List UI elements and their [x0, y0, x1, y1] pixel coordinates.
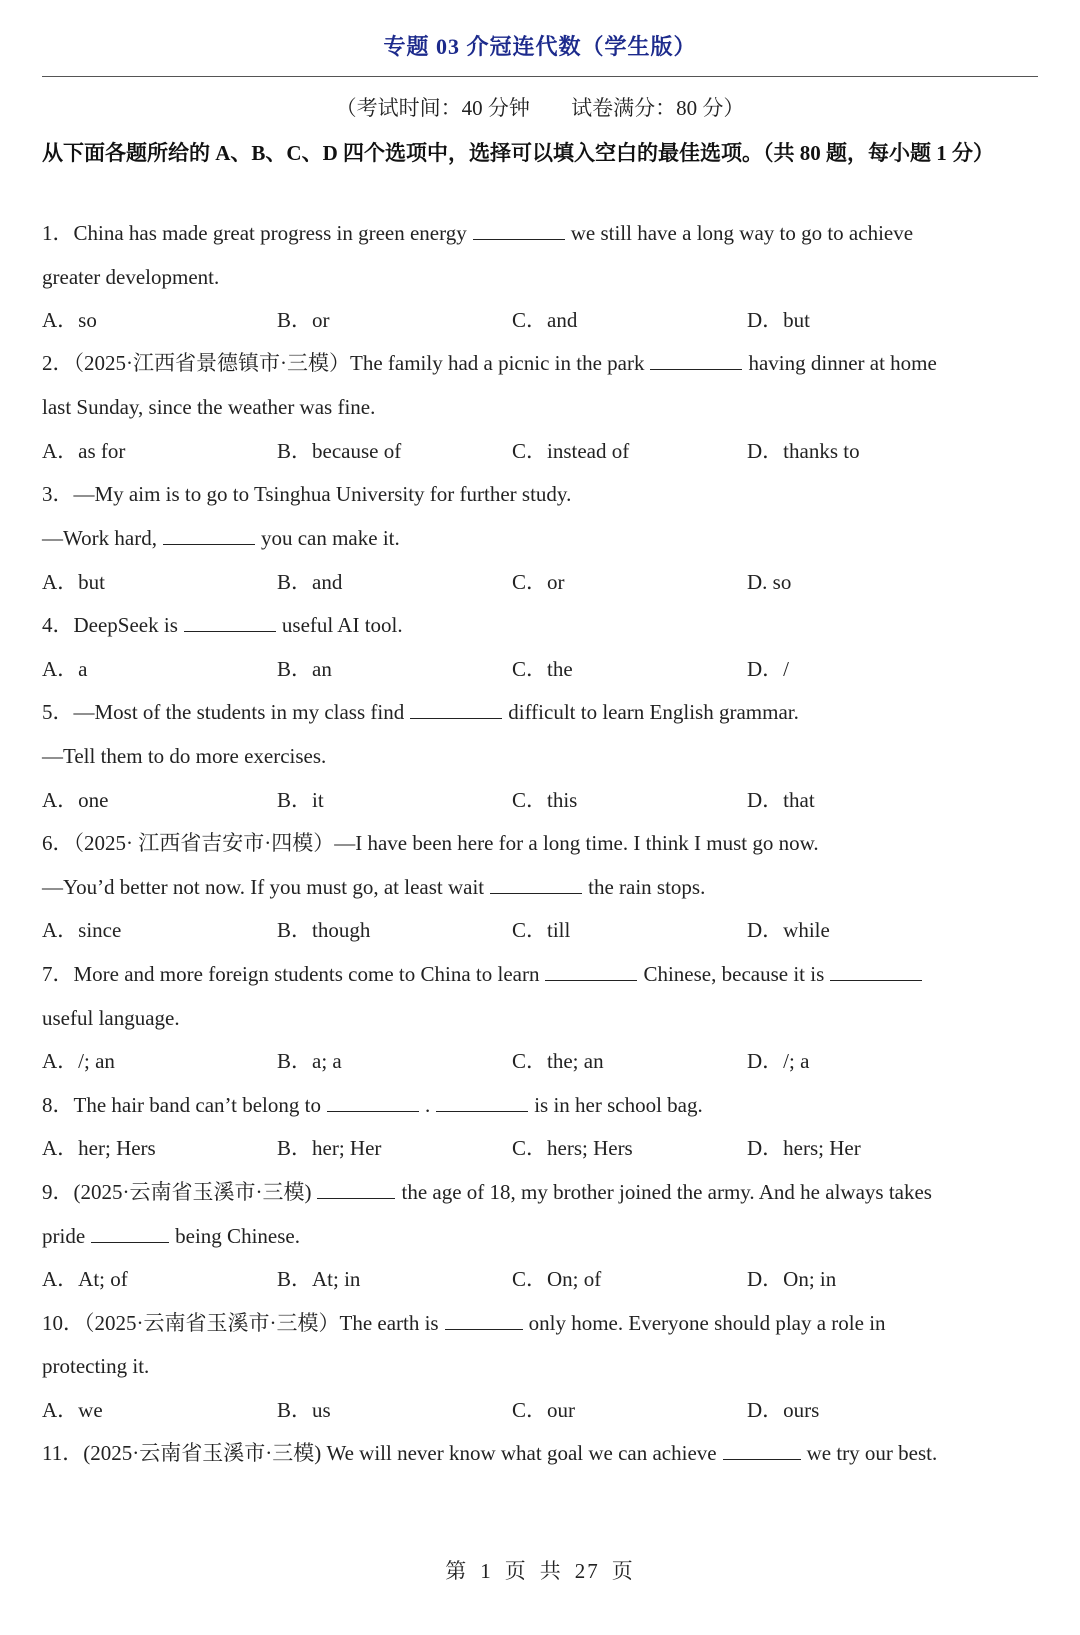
question-text: —Tell them to do more exercises.	[42, 744, 327, 768]
option-a: A．At; of	[42, 1267, 128, 1291]
option-a: A．/; an	[42, 1049, 115, 1073]
question-text: —You’d better not now. If you must go, at least wait	[42, 875, 485, 899]
question-8-options	[42, 1128, 1042, 1168]
question-3	[42, 474, 1042, 514]
answer-blank	[91, 1222, 169, 1243]
option-d: D．hers; Her	[747, 1136, 861, 1160]
question-text: pride	[42, 1224, 86, 1248]
question-text: .	[424, 1093, 431, 1117]
option-d: D．/	[747, 657, 789, 681]
question-2-options	[42, 431, 1042, 471]
question-3-options	[42, 562, 1042, 602]
option-b: B．and	[277, 570, 343, 594]
option-c: C．the	[512, 657, 573, 681]
option-b: B．us	[277, 1398, 331, 1422]
page-number: 1	[480, 1559, 493, 1583]
answer-blank	[410, 698, 502, 719]
exam-info	[0, 92, 1080, 122]
question-6-cont	[42, 867, 1042, 907]
question-text: greater development.	[42, 265, 220, 289]
option-c: C．and	[512, 308, 578, 332]
option-c: C．hers; Hers	[512, 1136, 633, 1160]
question-text: 8．The hair band can’t belong to	[42, 1093, 321, 1117]
option-c: C．On; of	[512, 1267, 602, 1291]
option-b: B．though	[277, 918, 371, 942]
option-b: B．because of	[277, 439, 402, 463]
question-text: 5．—Most of the students in my class find	[42, 700, 405, 724]
question-text: 10．（2025·云南省玉溪市·三模）The earth is	[42, 1311, 439, 1335]
answer-blank	[473, 219, 565, 240]
option-b: B．or	[277, 308, 330, 332]
question-5-cont	[42, 736, 1042, 776]
question-text: the rain stops.	[588, 875, 706, 899]
question-10	[42, 1303, 1042, 1343]
option-c: C．or	[512, 570, 565, 594]
option-d: D．On; in	[747, 1267, 837, 1291]
option-b: B．it	[277, 788, 324, 812]
question-text: useful language.	[42, 1006, 180, 1030]
option-a: A．so	[42, 308, 97, 332]
question-text: Chinese, because it is	[643, 962, 825, 986]
question-text: being Chinese.	[175, 1224, 300, 1248]
option-a: A．a	[42, 657, 88, 681]
answer-blank	[490, 873, 582, 894]
answer-blank	[184, 611, 276, 632]
option-a: A．one	[42, 788, 109, 812]
question-text: we still have a long way to go to achieve	[570, 221, 914, 245]
question-text: the age of 18, my brother joined the army. And he always takes	[401, 1180, 932, 1204]
option-c: C．our	[512, 1398, 575, 1422]
question-10-cont	[42, 1346, 1042, 1386]
page-label: 第	[445, 1559, 469, 1583]
question-text: 6．（2025· 江西省吉安市·四模）—I have been here for a long time. I think I must go now.	[42, 831, 819, 855]
question-1-cont	[42, 257, 1042, 297]
total-word: 页	[611, 1559, 635, 1583]
option-d: D．thanks to	[747, 439, 860, 463]
option-c: C．till	[512, 918, 571, 942]
question-text: 9．(2025·云南省玉溪市·三模)	[42, 1180, 312, 1204]
total-pages: 27	[574, 1559, 600, 1583]
question-5-options	[42, 780, 1042, 820]
question-text: 3．—My aim is to go to Tsinghua University for further study.	[42, 482, 572, 506]
question-9-cont	[42, 1216, 1042, 1256]
option-a: A．since	[42, 918, 122, 942]
question-text: only home. Everyone should play a role in	[528, 1311, 886, 1335]
question-1-options	[42, 300, 1042, 340]
question-8	[42, 1085, 1042, 1125]
question-text: 1．China has made great progress in green energy	[42, 221, 467, 245]
question-2-cont	[42, 387, 1042, 427]
document-title: 专题 03 介冠连代数（学生版）	[383, 34, 697, 59]
option-b: B．her; Her	[277, 1136, 382, 1160]
answer-blank	[327, 1091, 419, 1112]
answer-blank	[650, 349, 742, 370]
option-c: C．instead of	[512, 439, 630, 463]
answer-blank	[436, 1091, 528, 1112]
option-a: A．her; Hers	[42, 1136, 156, 1160]
total-label: 共	[539, 1559, 563, 1583]
question-10-options	[42, 1390, 1042, 1430]
question-5	[42, 692, 1042, 732]
answer-blank	[317, 1178, 395, 1199]
question-7-cont	[42, 998, 1042, 1038]
title-divider	[42, 76, 1038, 77]
full-score: 试卷满分：80 分）	[571, 96, 745, 120]
option-d: D. so	[747, 570, 792, 594]
option-b: B．At; in	[277, 1267, 361, 1291]
question-text: difficult to learn English grammar.	[508, 700, 799, 724]
answer-blank	[723, 1439, 801, 1460]
question-text: 4．DeepSeek is	[42, 613, 178, 637]
option-a: A．as for	[42, 439, 126, 463]
instructions: 从下面各题所给的 A、B、C、D 四个选项中，选择可以填入空白的最佳选项。（共 80 题，每小题 1 分）	[42, 141, 994, 165]
question-text: 11．(2025·云南省玉溪市·三模) We will never know what goal we can achieve	[42, 1441, 717, 1465]
question-text: we try our best.	[806, 1441, 938, 1465]
option-d: D．ours	[747, 1398, 820, 1422]
question-4-options	[42, 649, 1042, 689]
question-text: having dinner at home	[748, 351, 937, 375]
option-c: C．this	[512, 788, 578, 812]
option-b: B．a; a	[277, 1049, 342, 1073]
exam-time: （考试时间：40 分钟	[335, 96, 530, 120]
question-6-options	[42, 910, 1042, 950]
option-d: D．that	[747, 788, 815, 812]
question-6	[42, 823, 1042, 863]
question-9-options	[42, 1259, 1042, 1299]
question-4	[42, 605, 1042, 645]
question-text: protecting it.	[42, 1354, 150, 1378]
question-7-options	[42, 1041, 1042, 1081]
option-d: D．/; a	[747, 1049, 810, 1073]
question-text: is in her school bag.	[534, 1093, 703, 1117]
question-text: useful AI tool.	[281, 613, 403, 637]
option-b: B．an	[277, 657, 332, 681]
question-2	[42, 343, 1042, 383]
option-c: C．the; an	[512, 1049, 604, 1073]
option-d: D．but	[747, 308, 810, 332]
question-9	[42, 1172, 1042, 1212]
question-11	[42, 1433, 1042, 1473]
answer-blank	[545, 960, 637, 981]
option-d: D．while	[747, 918, 830, 942]
page-footer	[0, 1555, 1080, 1585]
answer-blank	[830, 960, 922, 981]
answer-blank	[445, 1309, 523, 1330]
question-text: 2．（2025·江西省景德镇市·三模）The family had a picnic in the park	[42, 351, 645, 375]
page-word: 页	[504, 1559, 528, 1583]
option-a: A．we	[42, 1398, 103, 1422]
question-text: —Work hard,	[42, 526, 157, 550]
question-7	[42, 954, 1042, 994]
option-a: A．but	[42, 570, 105, 594]
answer-blank	[163, 524, 255, 545]
question-1	[42, 213, 1042, 253]
question-text: last Sunday, since the weather was fine.	[42, 395, 376, 419]
question-3-cont	[42, 518, 1042, 558]
question-text: you can make it.	[260, 526, 400, 550]
question-text: 7．More and more foreign students come to China to learn	[42, 962, 540, 986]
